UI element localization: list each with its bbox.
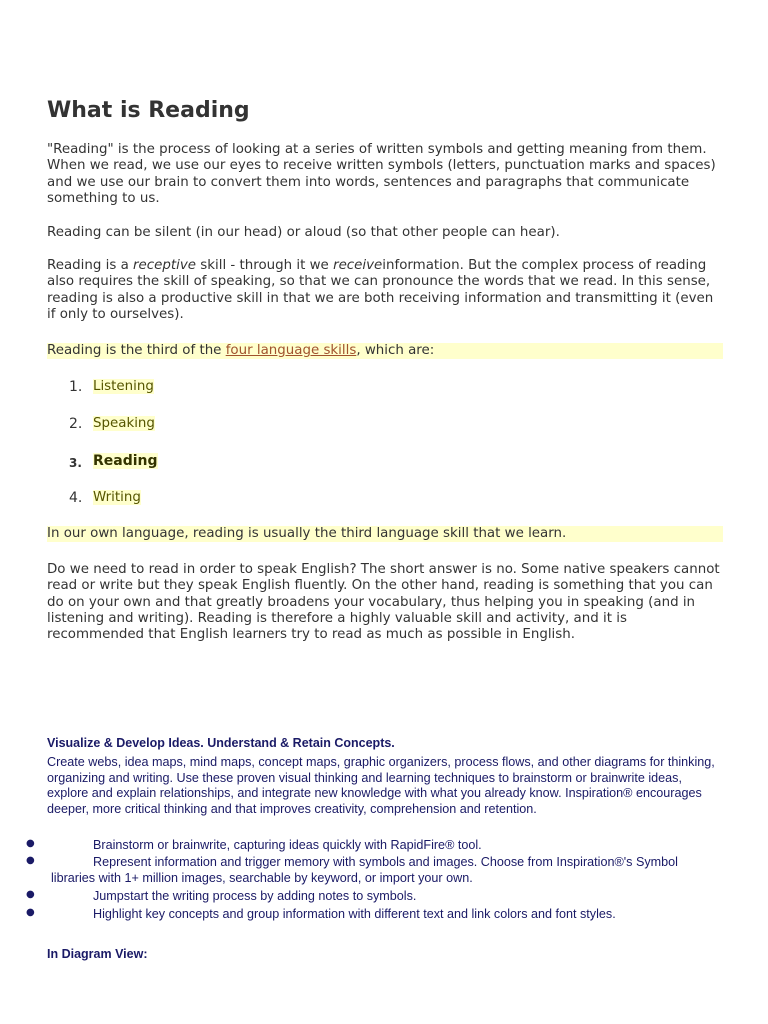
- bullet-icon: ●: [26, 907, 35, 918]
- page-title: What is Reading: [47, 98, 250, 123]
- third-skill-note: In our own language, reading is usually the third language skill that we learn.: [47, 526, 723, 542]
- list-number: 1.: [69, 379, 83, 395]
- promo-bullet-text: Jumpstart the writing process by adding notes to symbols.: [93, 889, 417, 903]
- skill-writing: Writing: [93, 490, 141, 505]
- promo-bullet-text: Highlight key concepts and group information with different text and link colors and font styles.: [93, 907, 616, 921]
- skills-intro-b: , which are:: [356, 343, 435, 358]
- list-number: 2.: [69, 416, 83, 432]
- intro-paragraph: "Reading" is the process of looking at a series of written symbols and getting meaning from them. When we read, we use our eyes to receive written symbols (letters, punctuation marks and spaces) and we use our brain to convert them into words, sentences and paragraphs that communicate something to us.: [47, 142, 716, 206]
- receptive-word: receptive: [133, 258, 197, 273]
- silent-aloud-paragraph: Reading can be silent (in our head) or aloud (so that other people can hear).: [47, 225, 560, 240]
- speak-english-paragraph: Do we need to read in order to speak English? The short answer is no. Some native speakers cannot read or write but they speak English fluently. On the other hand, reading is something that you can do on your own and that greatly broadens your vocabulary, thus helping you in speaking (and in listening and writing). Reading is therefore a highly valuable skill and activity, and it is recommended that English learners try to read as much as possible in English.: [47, 562, 720, 643]
- receptive-text-e: information. But the complex process of reading also requires the skill of speaking, so that we can pronounce the words that we read. In this sense, reading is also a productive skill in that we are both receiving information and transmitting it (even if only to ourselves).: [47, 258, 714, 322]
- list-number: 3.: [69, 456, 82, 470]
- four-language-skills-link[interactable]: four language skills: [225, 343, 357, 358]
- skill-speaking: Speaking: [93, 416, 155, 431]
- skill-reading: Reading: [93, 453, 158, 469]
- bullet-icon: ●: [26, 855, 35, 866]
- skills-intro-a: Reading is the third of the: [47, 343, 226, 358]
- diagram-view-heading: In Diagram View:: [47, 947, 148, 961]
- receive-word: receive: [333, 258, 383, 273]
- bullet-icon: ●: [26, 889, 35, 900]
- promo-title: Visualize & Develop Ideas. Understand & Retain Concepts.: [47, 736, 395, 750]
- receptive-skill-paragraph: [47, 258, 723, 323]
- promo-bullet-text: Represent information and trigger memory with symbols and images. Choose from Inspiration®'s Symbol libraries with 1+ million images, searchable by keyword, or import your own.: [51, 855, 678, 885]
- receptive-text-c: skill - through it we: [196, 258, 334, 273]
- skill-listening: Listening: [93, 379, 154, 394]
- promo-bullet-text: Brainstorm or brainwrite, capturing ideas quickly with RapidFire® tool.: [93, 838, 482, 852]
- bullet-icon: ●: [26, 838, 35, 849]
- skills-intro: [47, 343, 723, 359]
- promo-body: Create webs, idea maps, mind maps, concept maps, graphic organizers, process flows, and other diagrams for thinking, organizing and writing. Use these proven visual thinking and learning techniques to brainstorm or brainwrite ideas, explore and explain relationships, and integrate new knowledge with what you already know. Inspiration® encourages deeper, more critical thinking and that improves creativity, comprehension and retention.: [47, 755, 715, 816]
- receptive-text-a: Reading is a: [47, 258, 134, 273]
- list-number: 4.: [69, 490, 83, 506]
